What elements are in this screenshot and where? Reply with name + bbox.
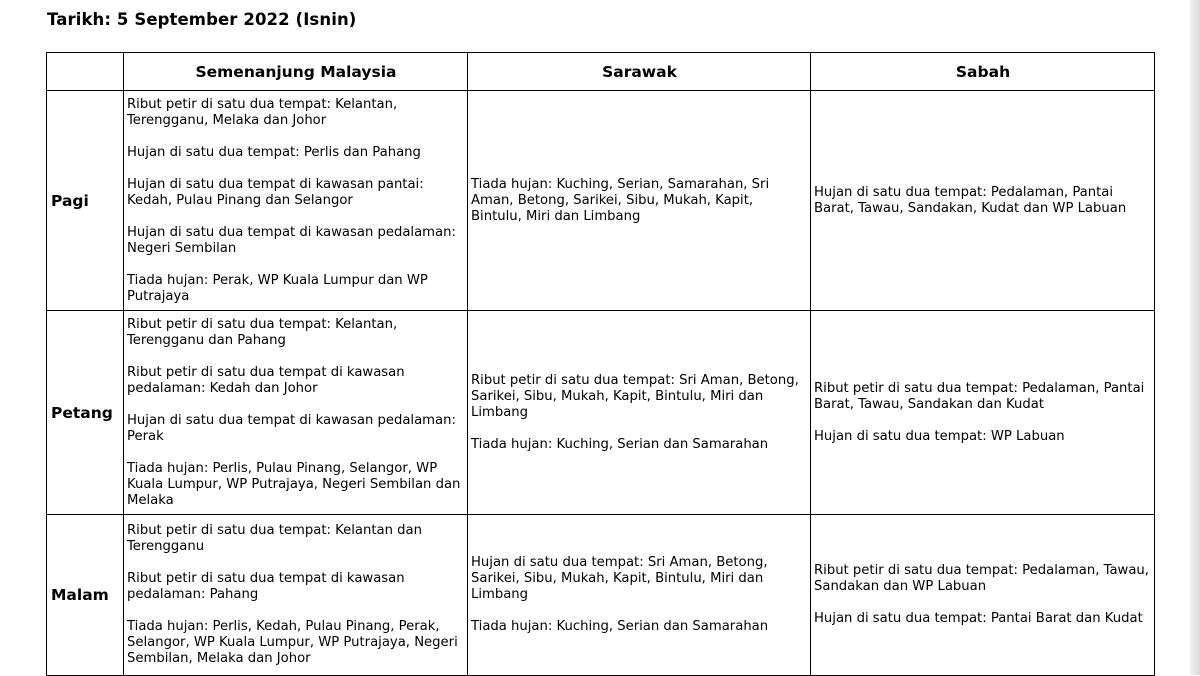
period-label: Petang xyxy=(47,311,124,515)
forecast-text: Hujan di satu dua tempat: Pedalaman, Pantai Barat, Tawau, Sandakan, Kudat dan WP Labuan xyxy=(814,184,1127,216)
forecast-text: Tiada hujan: Perlis, Kedah, Pulau Pinang, Perak, Selangor, WP Kuala Lumpur, WP Putrajaya, Negeri Sembilan, Melaka dan Johor xyxy=(127,619,458,666)
header-blank xyxy=(47,53,124,91)
forecast-text: Ribut petir di satu dua tempat di kawasan pedalaman: Kedah dan Johor xyxy=(127,364,405,396)
forecast-text: Ribut petir di satu dua tempat: Pedalaman, Tawau, Sandakan dan WP Labuan xyxy=(814,563,1149,594)
forecast-text: Hujan di satu dua tempat: WP Labuan xyxy=(814,428,1065,444)
forecast-text: Tiada hujan: Kuching, Serian, Samarahan, Sri Aman, Betong, Sarikei, Sibu, Mukah, Kapit, Bintulu, Miri dan Limbang xyxy=(471,176,770,224)
forecast-text: Hujan di satu dua tempat: Pantai Barat dan Kudat xyxy=(814,611,1143,626)
page-edge xyxy=(1190,0,1200,675)
cell-semenanjung xyxy=(124,515,468,676)
header-sabah: Sabah xyxy=(811,53,1155,91)
cell-semenanjung xyxy=(124,311,468,515)
forecast-text: Ribut petir di satu dua tempat: Sri Aman, Betong, Sarikei, Sibu, Mukah, Kapit, Bintulu, Miri dan Limbang xyxy=(471,372,799,420)
table-row-malam xyxy=(47,515,1155,676)
forecast-text: Hujan di satu dua tempat di kawasan pedalaman: Negeri Sembilan xyxy=(127,224,456,256)
forecast-text: Tiada hujan: Perlis, Pulau Pinang, Selangor, WP Kuala Lumpur, WP Putrajaya, Negeri Sembilan dan Melaka xyxy=(127,460,461,508)
forecast-text: Hujan di satu dua tempat di kawasan pantai: Kedah, Pulau Pinang dan Selangor xyxy=(127,176,424,208)
cell-sarawak xyxy=(468,515,811,676)
cell-sabah xyxy=(811,91,1155,311)
forecast-text: Hujan di satu dua tempat di kawasan pedalaman: Perak xyxy=(127,412,456,444)
forecast-text: Ribut petir di satu dua tempat: Kelantan, Terengganu dan Pahang xyxy=(127,316,398,348)
cell-sarawak xyxy=(468,91,811,311)
forecast-text: Hujan di satu dua tempat: Sri Aman, Betong, Sarikei, Sibu, Mukah, Kapit, Bintulu, Miri dan Limbang xyxy=(471,555,768,602)
cell-semenanjung xyxy=(124,91,468,311)
forecast-text: Tiada hujan: Kuching, Serian dan Samarahan xyxy=(471,436,769,452)
page-title: Tarikh: 5 September 2022 (Isnin) xyxy=(47,10,357,29)
header-sarawak: Sarawak xyxy=(468,53,811,91)
forecast-text: Ribut petir di satu dua tempat: Kelantan, Terengganu, Melaka dan Johor xyxy=(127,96,398,128)
forecast-text: Ribut petir di satu dua tempat: Kelantan dan Terengganu xyxy=(127,523,422,554)
header-semenanjung: Semenanjung Malaysia xyxy=(124,53,468,91)
period-label: Pagi xyxy=(47,91,124,311)
forecast-text: Ribut petir di satu dua tempat di kawasan pedalaman: Pahang xyxy=(127,571,405,602)
forecast-text: Tiada hujan: Perak, WP Kuala Lumpur dan WP Putrajaya xyxy=(127,272,428,304)
table-row-petang xyxy=(47,311,1155,515)
cell-sabah xyxy=(811,311,1155,515)
header-row xyxy=(47,53,1155,91)
period-label: Malam xyxy=(47,515,124,676)
table-row-pagi xyxy=(47,91,1155,311)
cell-sabah xyxy=(811,515,1155,676)
forecast-table xyxy=(46,52,1155,676)
forecast-text: Hujan di satu dua tempat: Perlis dan Pahang xyxy=(127,144,421,160)
forecast-text: Tiada hujan: Kuching, Serian dan Samarahan xyxy=(471,619,769,634)
forecast-text: Ribut petir di satu dua tempat: Pedalaman, Pantai Barat, Tawau, Sandakan dan Kudat xyxy=(814,380,1145,412)
cell-sarawak xyxy=(468,311,811,515)
